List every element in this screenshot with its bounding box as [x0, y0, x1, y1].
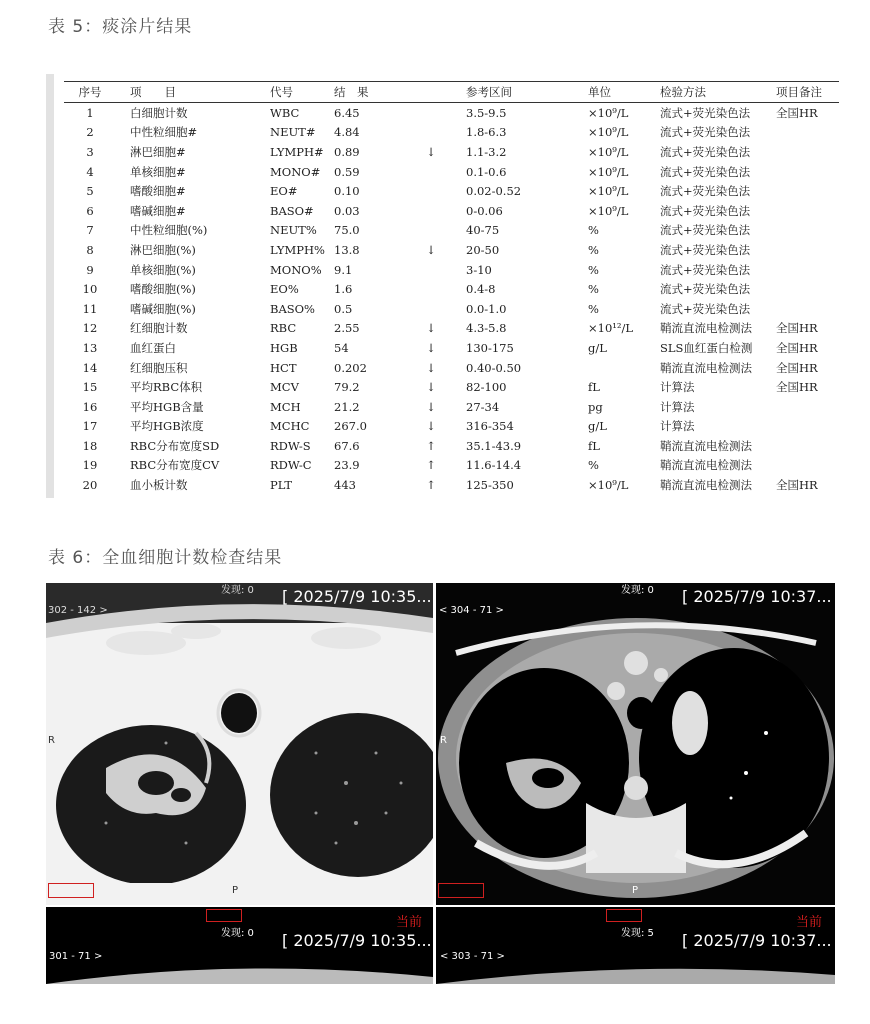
- cell-flag: ↓: [426, 321, 436, 336]
- table-row: [64, 475, 839, 495]
- cell-method: 计算法: [660, 399, 695, 414]
- orientation-right-label: R: [440, 735, 447, 746]
- cell-result: 9.1: [334, 262, 353, 277]
- cell-result: 2.55: [334, 321, 360, 336]
- cell-result: 6.45: [334, 105, 360, 120]
- cell-unit: %: [588, 262, 599, 277]
- cell-reference: 40-75: [466, 223, 500, 238]
- cell-unit: ×10¹²/L: [588, 321, 634, 336]
- cell-item: RBC分布宽度CV: [130, 458, 220, 473]
- table-row: [64, 417, 839, 437]
- cell-no: 9: [86, 262, 94, 277]
- cell-no: 14: [82, 360, 98, 375]
- cell-reference: 0.40-0.50: [466, 360, 522, 375]
- cell-item: 白细胞计数: [130, 105, 188, 120]
- cell-result: 0.03: [334, 203, 360, 218]
- table-row: [64, 221, 839, 241]
- cell-item: 嗜酸细胞(%): [130, 282, 196, 297]
- cell-result: 0.59: [334, 164, 360, 179]
- header-note: 项目备注: [776, 82, 839, 103]
- cell-method: SLS血红蛋白检测: [660, 340, 753, 355]
- cell-reference: 82-100: [466, 380, 507, 395]
- cell-reference: 0.02-0.52: [466, 184, 522, 199]
- found-count: 发现: 0: [221, 928, 254, 939]
- orientation-posterior-label: P: [632, 885, 639, 896]
- cell-method: 流式+荧光染色法: [660, 282, 751, 297]
- cell-result: 23.9: [334, 458, 360, 473]
- cell-reference: 0.1-0.6: [466, 164, 507, 179]
- toolbar-icons[interactable]: [48, 883, 94, 898]
- cell-flag: ↑: [426, 438, 436, 453]
- toolbar-icons[interactable]: [438, 883, 484, 898]
- cell-no: 3: [86, 144, 94, 159]
- cell-flag: ↑: [426, 478, 436, 493]
- ct-panel-lower-right[interactable]: [436, 907, 835, 984]
- cell-flag: ↓: [426, 340, 436, 355]
- cell-note: [776, 299, 839, 319]
- cell-note: [776, 279, 839, 299]
- cell-no: 16: [82, 399, 98, 414]
- cell-code: EO#: [270, 184, 298, 199]
- cell-no: 20: [82, 478, 98, 493]
- cell-no: 8: [86, 242, 94, 257]
- cell-item: 红细胞压积: [130, 360, 188, 375]
- table-row: [64, 377, 839, 397]
- cell-note: [776, 142, 839, 162]
- cell-method: 流式+荧光染色法: [660, 301, 751, 316]
- cell-note: [776, 201, 839, 221]
- cell-method: 流式+荧光染色法: [660, 223, 751, 238]
- cell-note: [776, 417, 839, 437]
- cell-no: 4: [86, 164, 94, 179]
- cell-item: 中性粒细胞#: [130, 125, 198, 140]
- cell-note: [776, 240, 839, 260]
- cell-reference: 0.4-8: [466, 282, 496, 297]
- table-row: [64, 456, 839, 476]
- cell-note: [776, 221, 839, 241]
- cell-no: 15: [82, 380, 98, 395]
- cell-code: RBC: [270, 321, 297, 336]
- cell-flag: ↓: [426, 380, 436, 395]
- cell-flag: ↓: [426, 399, 436, 414]
- table-row: [64, 260, 839, 280]
- found-count: 发现: 0: [621, 585, 654, 596]
- cell-reference: 3-10: [466, 262, 492, 277]
- cell-unit: ×10⁹/L: [588, 144, 629, 159]
- cell-result: 0.89: [334, 144, 360, 159]
- cell-flag: [396, 103, 466, 123]
- orientation-posterior-label: P: [232, 885, 239, 896]
- cell-reference: 0-0.06: [466, 203, 503, 218]
- cell-reference: 130-175: [466, 340, 514, 355]
- cell-note: 全国HR: [776, 105, 818, 120]
- ct-lung-window-image: [46, 583, 433, 905]
- cell-flag: ↓: [426, 360, 436, 375]
- cell-reference: 11.6-14.4: [466, 458, 522, 473]
- cell-unit: fL: [588, 438, 600, 453]
- cell-code: NEUT%: [270, 223, 317, 238]
- cell-flag: ↑: [426, 458, 436, 473]
- lab-results-table: [64, 81, 839, 495]
- cell-unit: fL: [588, 380, 600, 395]
- cell-result: 0.5: [334, 301, 353, 316]
- cell-no: 7: [86, 223, 94, 238]
- cell-unit: pg: [588, 399, 603, 414]
- cell-flag: [396, 221, 466, 241]
- cell-unit: ×10⁹/L: [588, 164, 629, 179]
- cell-flag: [396, 162, 466, 182]
- cell-note: [776, 456, 839, 476]
- cell-item: 嗜碱细胞(%): [130, 301, 196, 316]
- cell-method: 流式+荧光染色法: [660, 144, 751, 159]
- cell-no: 6: [86, 203, 94, 218]
- cell-method: 鞘流直流电检测法: [660, 478, 752, 493]
- table-row: [64, 103, 839, 123]
- cell-unit: g/L: [588, 340, 607, 355]
- cell-unit: ×10⁹/L: [588, 184, 629, 199]
- cell-unit: %: [588, 242, 599, 257]
- cell-note: 全国HR: [776, 380, 818, 395]
- series-label: 301 - 71 >: [49, 951, 103, 962]
- cell-result: 0.202: [334, 360, 367, 375]
- cell-item: 淋巴细胞#: [130, 144, 186, 159]
- cell-no: 12: [82, 321, 98, 336]
- cell-code: MCH: [270, 399, 301, 414]
- cell-item: RBC分布宽度SD: [130, 438, 220, 453]
- cell-code: PLT: [270, 478, 293, 493]
- scan-timestamp: [ 2025/7/9 10:35...: [282, 587, 432, 606]
- cell-result: 267.0: [334, 419, 367, 434]
- table-row: [64, 299, 839, 319]
- cell-method: 计算法: [660, 419, 695, 434]
- scan-timestamp: [ 2025/7/9 10:37...: [682, 931, 832, 950]
- cell-reference: 27-34: [466, 399, 500, 414]
- scan-timestamp: [ 2025/7/9 10:37...: [682, 587, 832, 606]
- series-label: < 303 - 71 >: [440, 951, 505, 962]
- cell-unit: g/L: [588, 419, 607, 434]
- ct-panel-lung-window[interactable]: [46, 583, 433, 905]
- table-row: [64, 436, 839, 456]
- cell-no: 13: [82, 340, 98, 355]
- cell-no: 10: [82, 282, 98, 297]
- series-label: < 304 - 71 >: [439, 605, 504, 616]
- cell-method: 流式+荧光染色法: [660, 105, 751, 120]
- found-count: 发现: 5: [621, 928, 654, 939]
- cell-flag: ↓: [426, 144, 436, 159]
- table-row: [64, 279, 839, 299]
- cell-code: BASO%: [270, 301, 315, 316]
- cell-code: MONO%: [270, 262, 322, 277]
- cell-unit: ×10⁹/L: [588, 478, 629, 493]
- table-row: [64, 123, 839, 143]
- warning-marker[interactable]: [206, 909, 242, 922]
- table-row: [64, 338, 839, 358]
- cell-code: RDW-C: [270, 458, 312, 473]
- table-row: [64, 181, 839, 201]
- cell-flag: [396, 299, 466, 319]
- cell-reference: 1.1-3.2: [466, 144, 507, 159]
- cell-flag: [396, 123, 466, 143]
- cell-reference: 3.5-9.5: [466, 105, 507, 120]
- found-count: 发现: 0: [221, 585, 254, 596]
- cell-note: [776, 181, 839, 201]
- cell-result: 79.2: [334, 380, 360, 395]
- orientation-right-label: R: [48, 735, 55, 746]
- cell-reference: 0.0-1.0: [466, 301, 507, 316]
- cell-no: 1: [86, 105, 94, 120]
- cell-unit: ×10⁹/L: [588, 203, 629, 218]
- cell-reference: 35.1-43.9: [466, 438, 522, 453]
- cell-method: 流式+荧光染色法: [660, 164, 751, 179]
- table-row: [64, 201, 839, 221]
- cell-item: 单核细胞#: [130, 164, 186, 179]
- table6-caption: 表 6：全血细胞计数检查结果: [48, 548, 283, 568]
- table-row: [64, 358, 839, 378]
- cell-code: MONO#: [270, 164, 321, 179]
- cell-note: [776, 162, 839, 182]
- header-reference: 参考区间: [466, 82, 588, 103]
- cell-note: [776, 123, 839, 143]
- cell-method: 流式+荧光染色法: [660, 242, 751, 257]
- cell-code: HGB: [270, 340, 298, 355]
- table-row: [64, 397, 839, 417]
- series-label: 302 - 142 >: [48, 605, 108, 616]
- cell-code: RDW-S: [270, 438, 311, 453]
- cell-unit: %: [588, 223, 599, 238]
- table-row: [64, 240, 839, 260]
- cell-note: [776, 436, 839, 456]
- cell-unit: [588, 358, 660, 378]
- cell-flag: ↓: [426, 419, 436, 434]
- ct-panel-lower-left[interactable]: [46, 907, 433, 984]
- header-result: 结 果: [334, 82, 396, 103]
- cell-code: LYMPH%: [270, 242, 325, 257]
- cell-note: [776, 260, 839, 280]
- table-row: [64, 319, 839, 339]
- cell-no: 11: [82, 301, 98, 316]
- cell-no: 2: [86, 125, 94, 140]
- cell-flag: [396, 260, 466, 280]
- cell-note: 全国HR: [776, 360, 818, 375]
- cell-method: 流式+荧光染色法: [660, 203, 751, 218]
- cell-result: 0.10: [334, 184, 360, 199]
- cell-code: BASO#: [270, 203, 314, 218]
- table-row: [64, 162, 839, 182]
- cell-result: 21.2: [334, 399, 360, 414]
- cell-code: HCT: [270, 360, 297, 375]
- cell-method: 流式+荧光染色法: [660, 125, 751, 140]
- cell-method: 鞘流直流电检测法: [660, 458, 752, 473]
- cell-unit: %: [588, 458, 599, 473]
- ct-panel-mediastinal-window[interactable]: [436, 583, 835, 905]
- cell-item: 淋巴细胞(%): [130, 242, 196, 257]
- cell-method: 计算法: [660, 380, 695, 395]
- cell-flag: [396, 279, 466, 299]
- cell-item: 单核细胞(%): [130, 262, 196, 277]
- cell-unit: %: [588, 301, 599, 316]
- cell-reference: 125-350: [466, 478, 514, 493]
- cell-note: 全国HR: [776, 340, 818, 355]
- cell-note: 全国HR: [776, 478, 818, 493]
- cell-item: 平均RBC体积: [130, 380, 203, 395]
- cell-result: 54: [334, 340, 349, 355]
- cell-result: 443: [334, 478, 356, 493]
- cell-item: 红细胞计数: [130, 321, 188, 336]
- header-code: 代号: [270, 82, 334, 103]
- current-label: 当前: [796, 915, 823, 930]
- cell-result: 75.0: [334, 223, 360, 238]
- cell-flag: [396, 181, 466, 201]
- cell-item: 血小板计数: [130, 478, 188, 493]
- cell-reference: 20-50: [466, 242, 500, 257]
- cell-unit: ×10⁹/L: [588, 105, 629, 120]
- header-flag: [396, 82, 466, 103]
- cell-code: LYMPH#: [270, 144, 324, 159]
- cell-code: NEUT#: [270, 125, 316, 140]
- cell-item: 血红蛋白: [130, 340, 176, 355]
- cell-flag: [396, 201, 466, 221]
- cell-no: 17: [82, 419, 98, 434]
- cell-method: 鞘流直流电检测法: [660, 321, 752, 336]
- cell-note: [776, 397, 839, 417]
- cell-reference: 316-354: [466, 419, 514, 434]
- cell-no: 18: [82, 438, 98, 453]
- cell-no: 19: [82, 458, 98, 473]
- cell-code: MCHC: [270, 419, 310, 434]
- cell-item: 平均HGB含量: [130, 399, 204, 414]
- cell-item: 嗜酸细胞#: [130, 184, 186, 199]
- header-unit: 单位: [588, 82, 660, 103]
- cell-method: 鞘流直流电检测法: [660, 360, 752, 375]
- cell-reference: 4.3-5.8: [466, 321, 507, 336]
- cell-result: 67.6: [334, 438, 360, 453]
- table5-caption: 表 5：痰涂片结果: [48, 17, 193, 37]
- cell-code: WBC: [270, 105, 300, 120]
- table-header-row: [64, 82, 839, 103]
- cell-result: 1.6: [334, 282, 353, 297]
- table-row: [64, 142, 839, 162]
- scan-timestamp: [ 2025/7/9 10:35...: [282, 931, 432, 950]
- warning-marker[interactable]: [606, 909, 642, 922]
- cell-code: MCV: [270, 380, 299, 395]
- cell-no: 5: [86, 184, 94, 199]
- current-label: 当前: [396, 915, 423, 930]
- cell-item: 中性粒细胞(%): [130, 223, 208, 238]
- cell-unit: ×10⁹/L: [588, 125, 629, 140]
- cell-unit: %: [588, 282, 599, 297]
- cell-method: 流式+荧光染色法: [660, 184, 751, 199]
- header-no: 序号: [64, 82, 116, 103]
- cell-item: 嗜碱细胞#: [130, 203, 186, 218]
- header-item: 项 目: [116, 82, 270, 103]
- cell-note: 全国HR: [776, 321, 818, 336]
- cell-method: 流式+荧光染色法: [660, 262, 751, 277]
- lab-results-table-image: [46, 74, 844, 498]
- cell-reference: 1.8-6.3: [466, 125, 507, 140]
- cell-code: EO%: [270, 282, 299, 297]
- cell-method: 鞘流直流电检测法: [660, 438, 752, 453]
- cell-flag: ↓: [426, 242, 436, 257]
- cell-result: 13.8: [334, 242, 360, 257]
- cell-item: 平均HGB浓度: [130, 419, 204, 434]
- header-method: 检验方法: [660, 82, 776, 103]
- cell-result: 4.84: [334, 125, 360, 140]
- ct-mediastinal-window-image: [436, 583, 835, 905]
